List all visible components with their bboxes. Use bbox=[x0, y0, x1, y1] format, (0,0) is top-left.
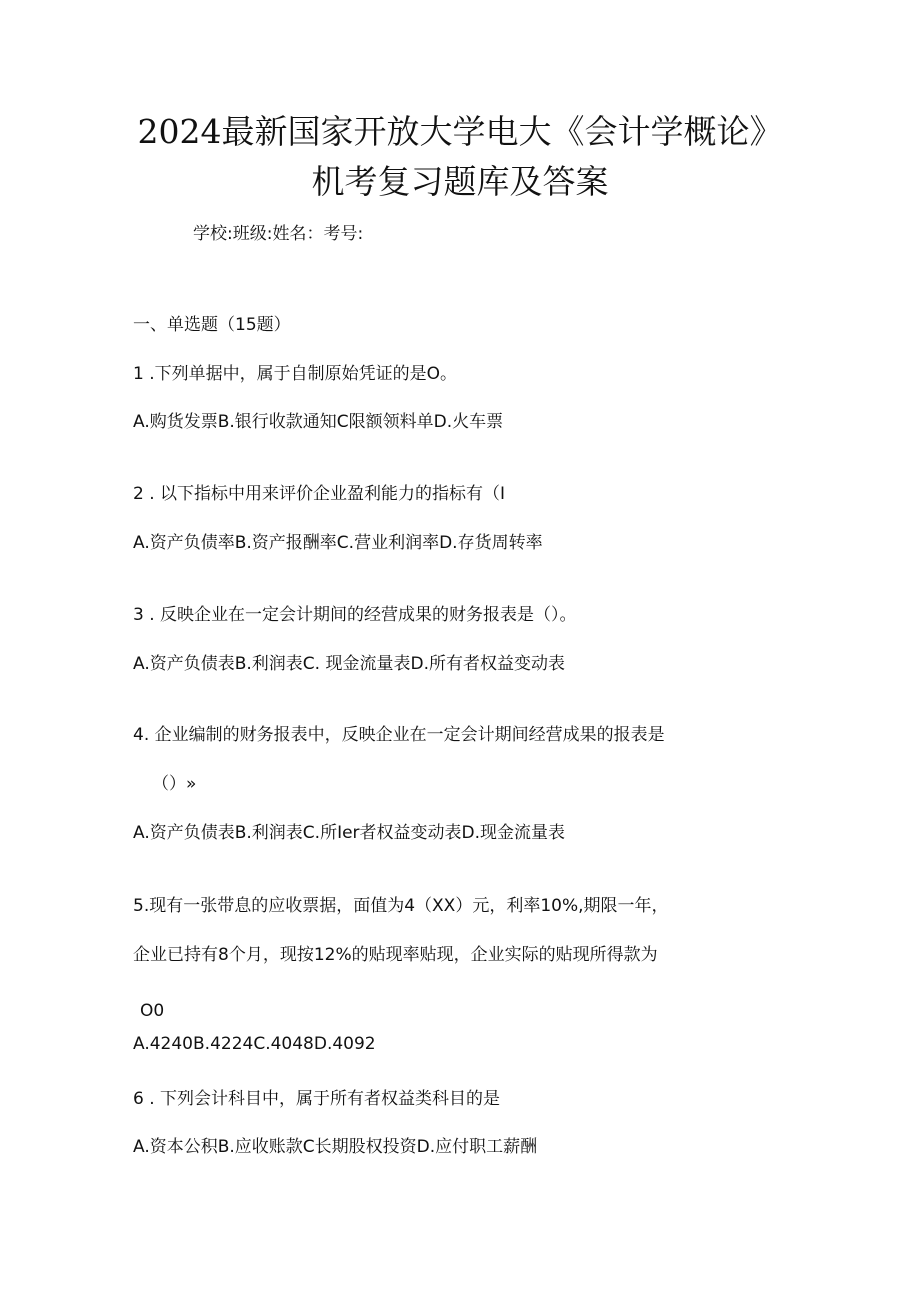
student-info-line: 学校:班级:姓名：考号: bbox=[193, 224, 364, 244]
question-1-options: A.购货发票B.银行收款通知C限额领料单D.火车票 bbox=[133, 412, 504, 432]
question-2-stem: 2 . 以下指标中用来评价企业盈利能力的指标有（I bbox=[133, 484, 506, 504]
section-heading: 一、单选题（15题） bbox=[133, 315, 291, 335]
question-5-stem-line-2: 企业已持有8个月，现按12%的贴现率贴现，企业实际的贴现所得款为 bbox=[133, 945, 658, 965]
question-6-options: A.资本公积B.应收账款C长期股权投资D.应付职工薪酬 bbox=[133, 1137, 538, 1157]
question-4-stem-line-2: （）» bbox=[152, 774, 197, 794]
question-4-options: A.资产负债表B.利润表C.所Ier者权益变动表D.现金流量表 bbox=[133, 823, 566, 843]
question-2-options: A.资产负债率B.资产报酬率C.营业利润率D.存货周转率 bbox=[133, 533, 543, 553]
question-3-options: A.资产负债表B.利润表C. 现金流量表D.所有者权益变动表 bbox=[133, 654, 565, 674]
question-6-stem: 6 . 下列会计科目中，属于所有者权益类科目的是 bbox=[133, 1089, 501, 1109]
document-title-line-2: 机考复习题库及答案 bbox=[311, 162, 609, 201]
document-title-line-1: 2024最新国家开放大学电大《会计学概论》 bbox=[137, 112, 783, 151]
question-3-stem: 3 . 反映企业在一定会计期间的经营成果的财务报表是（）。 bbox=[133, 605, 577, 625]
question-1-stem: 1 .下列单据中，属于自制原始凭证的是O。 bbox=[133, 364, 458, 384]
question-5-options: A.4240B.4224C.4048D.4092 bbox=[133, 1034, 376, 1054]
question-5-stem-line-1: 5.现有一张带息的应收票据，面值为4（XX）元，利率10%,期限一年， bbox=[133, 896, 669, 916]
question-5-stem-line-3: O0 bbox=[140, 1001, 165, 1021]
question-4-stem-line-1: 4. 企业编制的财务报表中，反映企业在一定会计期间经营成果的报表是 bbox=[133, 725, 665, 745]
